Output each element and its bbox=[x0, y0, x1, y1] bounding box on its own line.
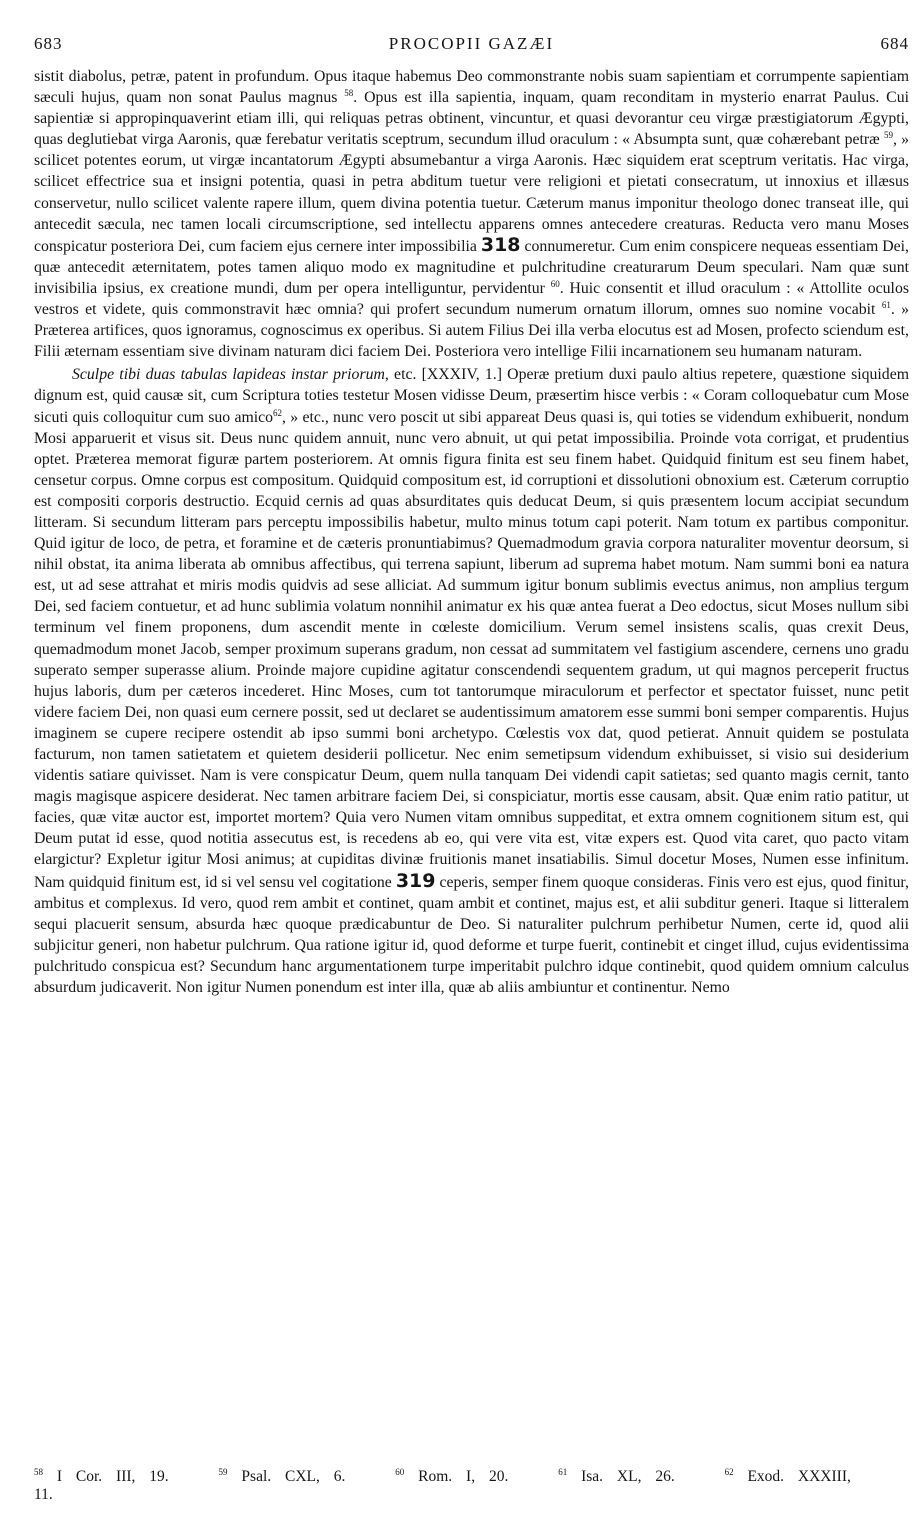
paragraph bbox=[34, 364, 909, 998]
right-column-number: 684 bbox=[880, 34, 909, 53]
footnote bbox=[558, 1468, 693, 1485]
footnote-text: I Cor. III, 19. bbox=[56, 1468, 169, 1485]
footnote bbox=[395, 1468, 526, 1485]
footnote-ref: 59 bbox=[883, 130, 893, 141]
footnote-text: Exod. XXXIII, 11. bbox=[34, 1468, 851, 1503]
text-run: , » scilicet potentes eorum, ut virgæ incantatorum Ægypti absumebantur a virga Aaronis. Hæc siquidem erat sceptrum veritatis. Hac virga, scilicet effectrice sua et insigni potentia, quasi in petra abditum tuetur vere religioni et pietati consecratum, ut innoxius et illæsus conservetur, nullo scilicet valente rapere illum, quem divina potentia tuetur. Cæterum manus imponitur theologo donec transeat ille, qui antecedit sæcula, nec tamen locali circumscriptione, sed intellectu apparens omnes antecedere creaturas. Reducta vero manu Moses conspicatur posteriora Dei, cum faciem ejus cernere inter impossibilia bbox=[34, 131, 910, 255]
footnote bbox=[34, 1468, 187, 1485]
paragraph bbox=[34, 66, 909, 362]
text-run: . Huic consentit et illud oraculum : « Attollite oculos vestros et videte, quis commonstravit hæc omnia? qui profert secundum numerum ornatum illorum, omnes suo nomine vocabit bbox=[34, 279, 909, 319]
footnotes bbox=[34, 1468, 909, 1504]
footnote-ref: 58 bbox=[344, 88, 354, 99]
footnote-text: Isa. XL, 26. bbox=[581, 1468, 675, 1485]
footnote-number: 58 bbox=[34, 1467, 43, 1477]
text-run: . » Præterea artifices, quos ignoramus, cognoscimus ex operibus. Si autem Filius Dei illa verba elocutus est ad Mosen, profecto sciendum est, Filii æternam essentiam sive divinam naturam dici faciem Dei. Posteriora vero intellige Filii incarnationem seu humanam naturam. bbox=[34, 301, 910, 361]
text-run: , » etc., nunc vero poscit ut sibi appareat Deus quasi is, qui toties se videndum exhibuerit, nondum Mosi apparuerit et visus sit. Deus nunc quidem annuit, nunc vero abnuit, ut qui petat impossibilia. Proinde vota corrigat, et prudentius optet. Præterea memorat figuræ partem posteriorem. At omnis figura finita est seu finem habet. Quidquid finitum est seu finem habet, censetur corpus. Omne corpus est compositum. Quidquid compositum est, id corruptioni et dissolutioni obnoxium est. Cæterum corruptio est compositi corporis destructio. Ecquid cernis ad quas absurditates quis deducat Deum, si quis præsentem locum accipiat secundum litteram. Si secundum litteram pars perceptu impossibilis habetur, multo minus totum capi poterit. Nam totum ex partibus componitur. Quid igitur de loco, de petra, et foramine et de cæteris pronuntiabimus? Quemadmodum gravia corpora naturaliter moventur deorsum, si nihil obstat, ita anima liberata ab omnibus affectibus, qui terrena sapiunt, liberum ad suprema habet motum. Nam summi boni ea natura est, ut ad sese attrahat et miris modis quidvis ad sese alliciat. Ad summum igitur bonum sublimis evectus animus, non amplius tergum Dei, sed faciem contuetur, et ad hunc sublimia volatum nonnihil animatur ex his quæ antea fuerat a Deo edoctus, sicut Moses nullum sibi terminum vel finem proponens, dum ascendit mente in cœleste domicilium. Verum semel insistens scalis, quas crexit Deus, quemadmodum monet Jacob, semper proximum superans gradum, non cessat ad summitatem vel fastigium ascendere, cernens uno gradu superato semper superasse alium. Proinde majore cupidine agitatur conscendendi sequentem gradum, ut qui magnos perceperit fructus hujus laboris, dum per cæteros incederet. Hinc Moses, cum tot tantorumque miraculorum et perfector et spectator fuisset, nunc petit videre faciem Dei, non quasi eum cernere possit, sed ut declaret se audentissimum amatorem esse summi boni semper comparentis. Hujus imaginem se cupere recipere ostendit ab ipso summi boni archetypo. Cœlestis vox dat, quod petierat. Annuit quidem se postulata facturum, non tamen satietatem et quietem desiderii pollicetur. Nec enim semetipsum videndum exhibuisset, si visio sui desiderium videntis satiare quivisset. Nam is vere conspicatur Deum, quem nulla tanquam Dei videndi capit satietas; sed quanto magis cernit, tanto magis magisque aspicere desiderat. Nec tamen arbitrare faciem Dei, si conspiciatur, mortis esse causam, absit. Quæ enim ratio patitur, ut facies, quæ vitæ auctor est, importet mortem? Quia vero Numen vitam omnibus suppeditat, et extra omnem cognitionem situm est, qui Deum putat id esse, quod notitia assecutus est, is recedens ab eo, qui vere vita est, vitæ expers est. Quod vita caret, quo pacto vitam elargictur? Expletur igitur Mosi animus; at cupiditas divinæ fruitionis manet insatiabilis. Simul docetur Moses, Numen esse infinitum. Nam quidquid finitum est, id si vel sensu vel cogitatione bbox=[34, 408, 909, 891]
footnote-text: Rom. I, 20. bbox=[418, 1468, 509, 1485]
page-marker: 319 bbox=[395, 869, 436, 892]
footnote-number: 62 bbox=[724, 1467, 734, 1477]
footnote-ref: 61 bbox=[881, 300, 891, 311]
footnote-number: 61 bbox=[558, 1467, 568, 1477]
left-column-number: 683 bbox=[34, 34, 63, 53]
footnote-text: Psal. CXL, 6. bbox=[241, 1468, 346, 1485]
text-run: connumeretur. Cum enim conspicere nequeas essentiam Dei, quæ antecedit æternitatem, potes tamen aliquo modo ex magnitudine et pulchritudine creaturarum Deum speculari. Nam quæ sunt invisibilia ipsius, ex creatione mundi, dum per opera intelliguntur, pervidentur bbox=[34, 237, 909, 297]
footnote-number: 59 bbox=[218, 1467, 228, 1477]
footnote-number: 60 bbox=[395, 1467, 405, 1477]
footnote bbox=[219, 1468, 364, 1485]
body-text bbox=[34, 66, 909, 998]
text-run: ceperis, semper finem quoque consideras. Finis vero est ejus, quod finitur, ambitus et complexus. Id vero, quod rem ambit et continet, quam ambit et continet, majus est, et alii subditur generi. Itaque si litteralem sequi placuerit sensum, absurda hæc quoque prædicabuntur de Deo. Si naturaliter pulchrum perhibetur Numen, certe id, quod alii subjicitur generi, non habetur pulchrum. Qua ratione igitur id, quod deforme et turpe fuerit, continebit et cinget illud, cujus evidentissima pulchritudo conspicua est? Secundum hanc argumentationem turpe imperitabit pulchro idque continebit, quod quidem omnium calculus absurdum judicaverit. Non igitur Numen ponendum est inter illa, quæ ab aliis ambiuntur et continentur. Nemo bbox=[34, 873, 910, 997]
running-title: PROCOPII GAZÆI bbox=[388, 34, 555, 53]
text-run: , etc. [XXXIV, 1.] Operæ pretium duxi paulo altius repetere, quæstione siquidem dignum est, quid causæ sit, cum Scriptura toties testetur Mosen vidisse Deum, præsertim hisce verbis : « Coram colloquebatur cum Mose sicuti quis colloquitur cum suo amico bbox=[34, 366, 909, 426]
footnote-ref: 60 bbox=[550, 278, 560, 289]
text-run: sistit diabolus, petræ, patent in profundum. Opus itaque habemus Deo commonstrante nobis suam sapientiam et corrumpente sapientiam sæculi hujus, quam non sonat Paulus magnus bbox=[34, 68, 909, 107]
running-header bbox=[34, 30, 909, 60]
footnote-ref: 62 bbox=[273, 407, 283, 418]
text-run: . Opus est illa sapientia, inquam, quam reconditam in mysterio enarrat Paulus. Cui sapientiæ si appropinquaverint etiam illi, qui reliquas petras obtinent, vincuntur, et quasi devorantur ceu virgæ præstigiatorum Ægypti, quas deglutiebat virga Aaronis, quæ ferebatur veritatis sceptrum, secundum illud oraculum : « Absumpta sunt, quæ cohærebant petræ bbox=[34, 89, 910, 149]
page-marker: 318 bbox=[480, 233, 521, 256]
lemma: Sculpe tibi duas tabulas lapideas instar priorum bbox=[72, 366, 385, 384]
